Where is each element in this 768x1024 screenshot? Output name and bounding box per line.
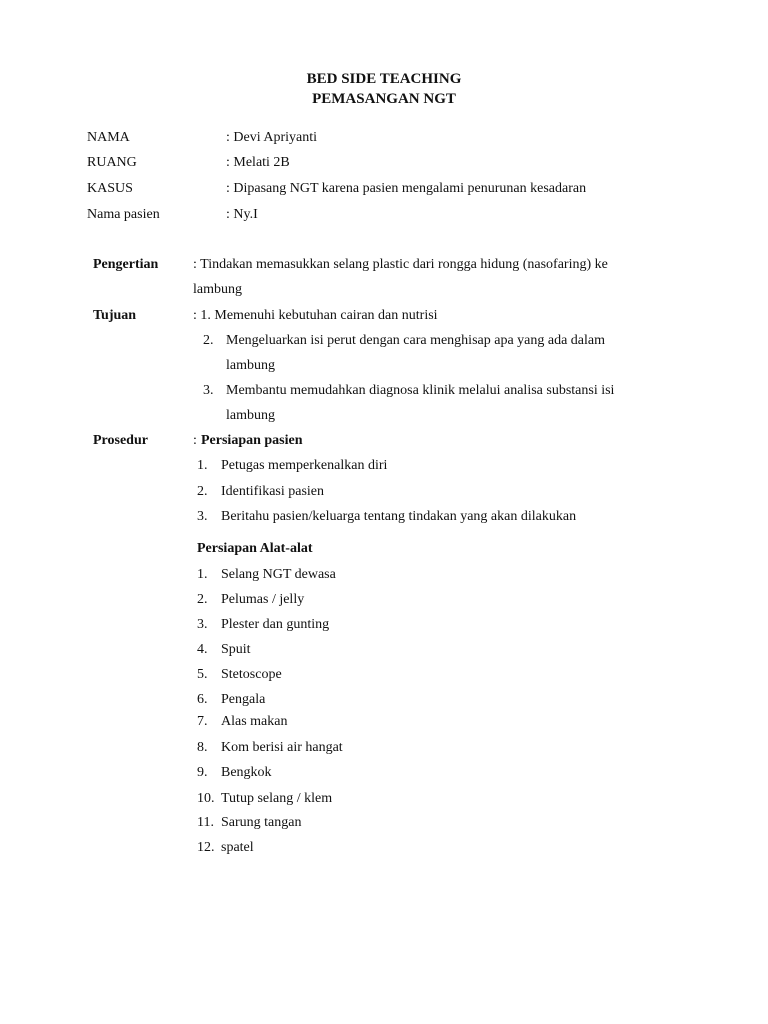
persiapan-pasien-item: Identifikasi pasien — [221, 484, 325, 499]
alat-item: Pengala — [221, 692, 266, 707]
alat-item-number: 3. — [197, 617, 208, 632]
tujuan-item-3-number: 3. — [203, 383, 214, 398]
alat-item-number: 10. — [197, 791, 215, 806]
alat-item: Selang NGT dewasa — [221, 567, 336, 582]
alat-item-number: 7. — [197, 714, 208, 729]
persiapan-pasien-item: Petugas memperkenalkan diri — [221, 458, 388, 473]
tujuan-item-2-number: 2. — [203, 333, 214, 348]
persiapan-pasien-heading: Persiapan pasien — [201, 433, 303, 448]
pengertian-text-line2: lambung — [193, 282, 242, 297]
persiapan-pasien-number: 3. — [197, 509, 208, 524]
prosedur-colon: : — [193, 433, 197, 448]
document-title: BED SIDE TEACHING — [306, 71, 462, 87]
tujuan-item-2-line2: lambung — [226, 358, 275, 373]
tujuan-item-3-line1: Membantu memudahkan diagnosa klinik melalui analisa substansi isi — [226, 383, 615, 398]
tujuan-item-2-line1: Mengeluarkan isi perut dengan cara menghisap apa yang ada dalam — [226, 333, 606, 348]
identity-label-nama: NAMA — [87, 130, 130, 145]
alat-item-number: 1. — [197, 567, 208, 582]
alat-item-number: 9. — [197, 765, 208, 780]
identity-label-kasus: KASUS — [87, 181, 133, 196]
tujuan-label: Tujuan — [93, 308, 137, 323]
alat-item: Alas makan — [221, 714, 288, 729]
alat-item-number: 2. — [197, 592, 208, 607]
alat-item-number: 12. — [197, 840, 215, 855]
alat-item: Spuit — [221, 642, 251, 657]
persiapan-alat-heading: Persiapan Alat-alat — [197, 541, 313, 556]
alat-item-number: 8. — [197, 740, 208, 755]
identity-label-nama-pasien: Nama pasien — [87, 207, 160, 222]
identity-value-nama: : Devi Apriyanti — [226, 130, 317, 145]
alat-item-number: 5. — [197, 667, 208, 682]
alat-item-number: 11. — [197, 815, 214, 830]
document-subtitle: PEMASANGAN NGT — [312, 91, 456, 107]
alat-item: Tutup selang / klem — [221, 791, 333, 806]
alat-item: Plester dan gunting — [221, 617, 330, 632]
pengertian-label: Pengertian — [93, 257, 159, 272]
alat-item: Sarung tangan — [221, 815, 302, 830]
alat-item: Bengkok — [221, 765, 272, 780]
alat-item: spatel — [221, 840, 254, 855]
identity-value-ruang: : Melati 2B — [226, 155, 290, 170]
alat-item: Kom berisi air hangat — [221, 740, 343, 755]
pengertian-text-line1: : Tindakan memasukkan selang plastic dari rongga hidung (nasofaring) ke — [193, 257, 608, 272]
identity-value-kasus: : Dipasang NGT karena pasien mengalami penurunan kesadaran — [226, 181, 587, 196]
alat-item: Stetoscope — [221, 667, 282, 682]
identity-label-ruang: RUANG — [87, 155, 137, 170]
persiapan-pasien-number: 1. — [197, 458, 208, 473]
identity-value-nama-pasien: : Ny.I — [226, 207, 258, 222]
alat-item: Pelumas / jelly — [221, 592, 305, 607]
alat-item-number: 4. — [197, 642, 208, 657]
persiapan-pasien-item: Beritahu pasien/keluarga tentang tindakan yang akan dilakukan — [221, 509, 577, 524]
alat-item-number: 6. — [197, 692, 208, 707]
prosedur-label: Prosedur — [93, 433, 148, 448]
tujuan-item-1: : 1. Memenuhi kebutuhan cairan dan nutrisi — [193, 308, 438, 323]
tujuan-item-3-line2: lambung — [226, 408, 275, 423]
persiapan-pasien-number: 2. — [197, 484, 208, 499]
